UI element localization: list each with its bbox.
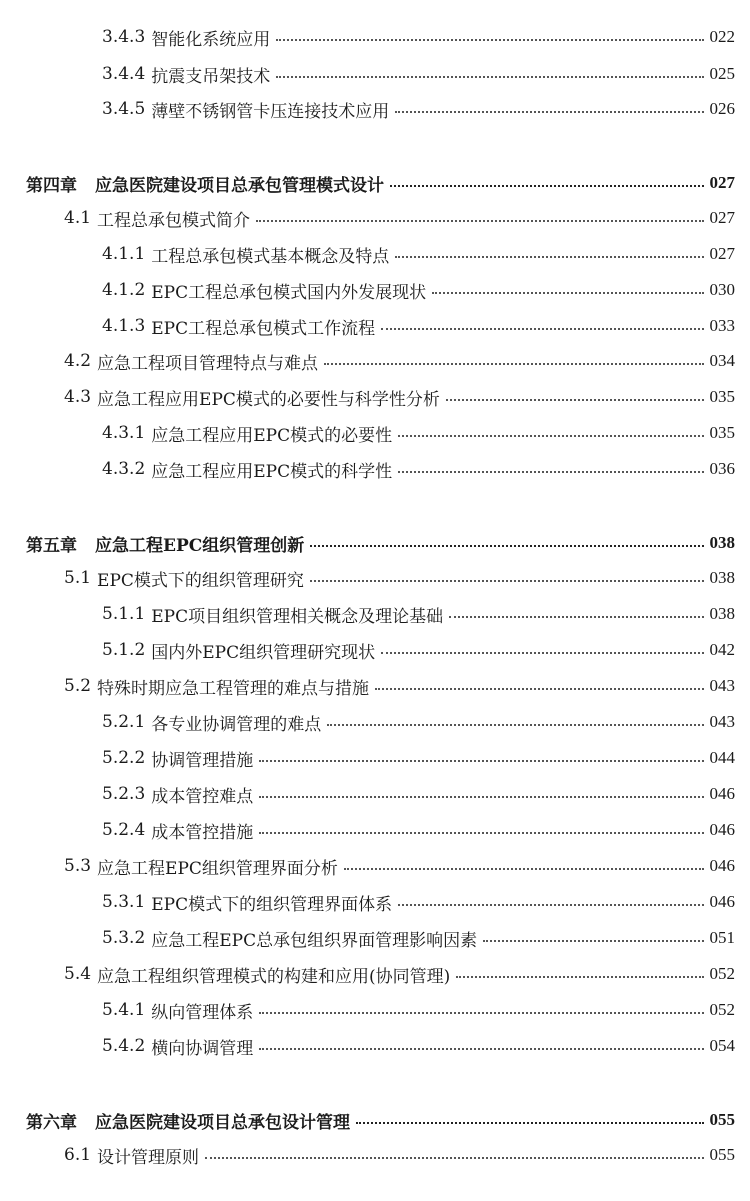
toc-entry-page-number: 044 xyxy=(709,748,735,767)
toc-entry-page-number: 054 xyxy=(709,1036,735,1055)
toc-entry-number: 5.3.1 xyxy=(102,892,146,912)
toc-chapter-entry xyxy=(0,167,750,199)
toc-entry-title: 特殊时期应急工程管理的难点与措施 xyxy=(97,678,370,699)
dot-leader xyxy=(324,363,703,365)
toc-entry xyxy=(0,742,750,774)
toc-entry-page-number: 026 xyxy=(709,99,735,118)
toc-entry-page-number: 055 xyxy=(709,1110,735,1129)
toc-entry-number: 3.4.4 xyxy=(102,64,146,84)
toc-entry-title: 工程总承包模式基本概念及特点 xyxy=(151,246,390,267)
toc-entry xyxy=(0,93,750,125)
toc-entry-page-number: 025 xyxy=(709,64,735,83)
toc-entry-page-number: 046 xyxy=(709,856,735,875)
toc-entry-number: 5.2.2 xyxy=(102,748,146,768)
dot-leader xyxy=(375,688,703,690)
toc-entry xyxy=(0,778,750,810)
toc-entry-number: 6.1 xyxy=(64,1145,92,1165)
toc-entry-title: 应急医院建设项目总承包设计管理 xyxy=(95,1112,350,1133)
toc-entry-page-number: 033 xyxy=(709,316,735,335)
toc-entry-number: 4.3 xyxy=(64,387,92,407)
toc-entry-title: 智能化系统应用 xyxy=(151,29,271,50)
dot-leader xyxy=(398,904,703,906)
toc-entry-number: 第四章 xyxy=(26,175,77,196)
toc-entry-page-number: 043 xyxy=(709,712,735,731)
toc-entry-page-number: 043 xyxy=(709,676,735,695)
toc-entry xyxy=(0,58,750,90)
toc-entry-number: 5.1.2 xyxy=(102,640,146,660)
dot-leader xyxy=(310,545,703,547)
toc-entry-title: 应急工程EPC总承包组织界面管理影响因素 xyxy=(151,930,478,951)
toc-entry-number: 第六章 xyxy=(26,1112,77,1133)
dot-leader xyxy=(456,976,703,978)
toc-entry-title: 工程总承包模式简介 xyxy=(97,210,251,231)
toc-entry-title: 应急医院建设项目总承包管理模式设计 xyxy=(95,175,384,196)
toc-entry-number: 4.1 xyxy=(64,208,92,228)
toc-entry-title: 应急工程应用EPC模式的必要性与科学性分析 xyxy=(97,389,440,410)
dot-leader xyxy=(398,471,703,473)
toc-entry xyxy=(0,670,750,702)
toc-entry-page-number: 038 xyxy=(709,604,735,623)
toc-entry-title: 抗震支吊架技术 xyxy=(151,66,271,87)
toc-entry-title: 应急工程应用EPC模式的必要性 xyxy=(151,425,393,446)
toc-entry xyxy=(0,850,750,882)
dot-leader xyxy=(276,39,703,41)
toc-entry-number: 5.4.1 xyxy=(102,1000,146,1020)
dot-leader xyxy=(449,616,703,618)
dot-leader xyxy=(259,760,703,762)
toc-entry-title: 国内外EPC组织管理研究现状 xyxy=(151,642,376,663)
toc-entry-title: 应急工程EPC组织管理创新 xyxy=(95,535,305,556)
dot-leader xyxy=(276,76,703,78)
toc-entry-page-number: 027 xyxy=(709,208,735,227)
toc-entry-page-number: 022 xyxy=(709,27,735,46)
toc-entry xyxy=(0,922,750,954)
dot-leader xyxy=(390,185,704,187)
dot-leader xyxy=(259,1012,703,1014)
toc-entry-page-number: 052 xyxy=(709,964,735,983)
toc-entry-page-number: 042 xyxy=(709,640,735,659)
toc-entry-number: 5.3 xyxy=(64,856,92,876)
toc-entry xyxy=(0,345,750,377)
toc-entry-number: 4.1.2 xyxy=(102,280,146,300)
toc-entry-number: 4.2 xyxy=(64,351,92,371)
toc-entry-number: 5.2.4 xyxy=(102,820,146,840)
toc-entry-title: 横向协调管理 xyxy=(151,1038,254,1059)
toc-entry-number: 5.1.1 xyxy=(102,604,146,624)
toc-entry xyxy=(0,274,750,306)
toc-entry-number: 4.1.3 xyxy=(102,316,146,336)
toc-entry xyxy=(0,634,750,666)
toc-entry-number: 5.1 xyxy=(64,568,92,588)
toc-entry-title: 成本管控措施 xyxy=(151,822,254,843)
toc-entry-title: 应急工程组织管理模式的构建和应用(协同管理) xyxy=(97,966,451,987)
toc-entry-number: 3.4.5 xyxy=(102,99,146,119)
toc-entry-page-number: 034 xyxy=(709,351,735,370)
toc-entry-title: 纵向管理体系 xyxy=(151,1002,254,1023)
toc-entry-title: 成本管控难点 xyxy=(151,786,254,807)
toc-entry-number: 5.4 xyxy=(64,964,92,984)
toc-entry-page-number: 038 xyxy=(709,568,735,587)
toc-entry-page-number: 035 xyxy=(709,387,735,406)
toc-entry xyxy=(0,706,750,738)
toc-entry-page-number: 027 xyxy=(709,244,735,263)
toc-entry-page-number: 055 xyxy=(709,1145,735,1164)
dot-leader xyxy=(327,724,703,726)
toc-entry-title: 应急工程项目管理特点与难点 xyxy=(97,353,319,374)
dot-leader xyxy=(259,832,703,834)
toc-entry-page-number: 036 xyxy=(709,459,735,478)
toc-entry xyxy=(0,1030,750,1062)
dot-leader xyxy=(381,328,703,330)
toc-entry-page-number: 046 xyxy=(709,784,735,803)
dot-leader xyxy=(356,1122,704,1124)
toc-entry-number: 4.3.2 xyxy=(102,459,146,479)
toc-entry xyxy=(0,381,750,413)
toc-entry-title: EPC工程总承包模式国内外发展现状 xyxy=(151,282,427,303)
toc-entry xyxy=(0,1139,750,1171)
toc-entry-number: 4.1.1 xyxy=(102,244,146,264)
dot-leader xyxy=(205,1157,703,1159)
toc-entry-title: 协调管理措施 xyxy=(151,750,254,771)
toc-entry xyxy=(0,598,750,630)
toc-entry-page-number: 052 xyxy=(709,1000,735,1019)
dot-leader xyxy=(446,399,704,401)
toc-entry xyxy=(0,994,750,1026)
dot-leader xyxy=(381,652,703,654)
toc-entry xyxy=(0,562,750,594)
toc-entry-title: 应急工程EPC组织管理界面分析 xyxy=(97,858,338,879)
toc-entry-number: 5.2.3 xyxy=(102,784,146,804)
toc-entry-number: 5.2.1 xyxy=(102,712,146,732)
toc-entry-page-number: 051 xyxy=(709,928,735,947)
toc-chapter-entry xyxy=(0,1104,750,1136)
toc-entry-title: EPC工程总承包模式工作流程 xyxy=(151,318,376,339)
dot-leader xyxy=(259,1048,703,1050)
toc-entry-title: 应急工程应用EPC模式的科学性 xyxy=(151,461,393,482)
toc-entry xyxy=(0,958,750,990)
toc-entry-number: 5.3.2 xyxy=(102,928,146,948)
toc-entry-title: EPC模式下的组织管理研究 xyxy=(97,570,304,591)
toc-entry xyxy=(0,814,750,846)
dot-leader xyxy=(395,256,703,258)
dot-leader xyxy=(395,111,703,113)
toc-entry-number: 5.2 xyxy=(64,676,92,696)
dot-leader xyxy=(344,868,704,870)
toc-entry xyxy=(0,886,750,918)
toc-entry xyxy=(0,202,750,234)
toc-entry-title: 薄壁不锈钢管卡压连接技术应用 xyxy=(151,101,390,122)
dot-leader xyxy=(398,435,703,437)
dot-leader xyxy=(259,796,703,798)
toc-entry-number: 第五章 xyxy=(26,535,77,556)
dot-leader xyxy=(432,292,703,294)
toc-entry-page-number: 030 xyxy=(709,280,735,299)
toc-entry xyxy=(0,238,750,270)
toc-chapter-entry xyxy=(0,527,750,559)
toc-entry-number: 3.4.3 xyxy=(102,27,146,47)
toc-entry-title: EPC模式下的组织管理界面体系 xyxy=(151,894,393,915)
toc-entry-title: 各专业协调管理的难点 xyxy=(151,714,322,735)
toc-entry-title: 设计管理原则 xyxy=(97,1147,200,1168)
toc-entry-page-number: 046 xyxy=(709,820,735,839)
toc-entry-number: 5.4.2 xyxy=(102,1036,146,1056)
toc-entry xyxy=(0,310,750,342)
toc-entry-page-number: 027 xyxy=(709,173,735,192)
toc-entry-number: 4.3.1 xyxy=(102,423,146,443)
toc-entry-page-number: 038 xyxy=(709,533,735,552)
toc-entry-page-number: 035 xyxy=(709,423,735,442)
dot-leader xyxy=(483,940,703,942)
toc-entry-page-number: 046 xyxy=(709,892,735,911)
dot-leader xyxy=(310,580,704,582)
toc-entry xyxy=(0,453,750,485)
toc-entry xyxy=(0,417,750,449)
toc-entry xyxy=(0,21,750,53)
dot-leader xyxy=(256,220,703,222)
toc-entry-title: EPC项目组织管理相关概念及理论基础 xyxy=(151,606,444,627)
